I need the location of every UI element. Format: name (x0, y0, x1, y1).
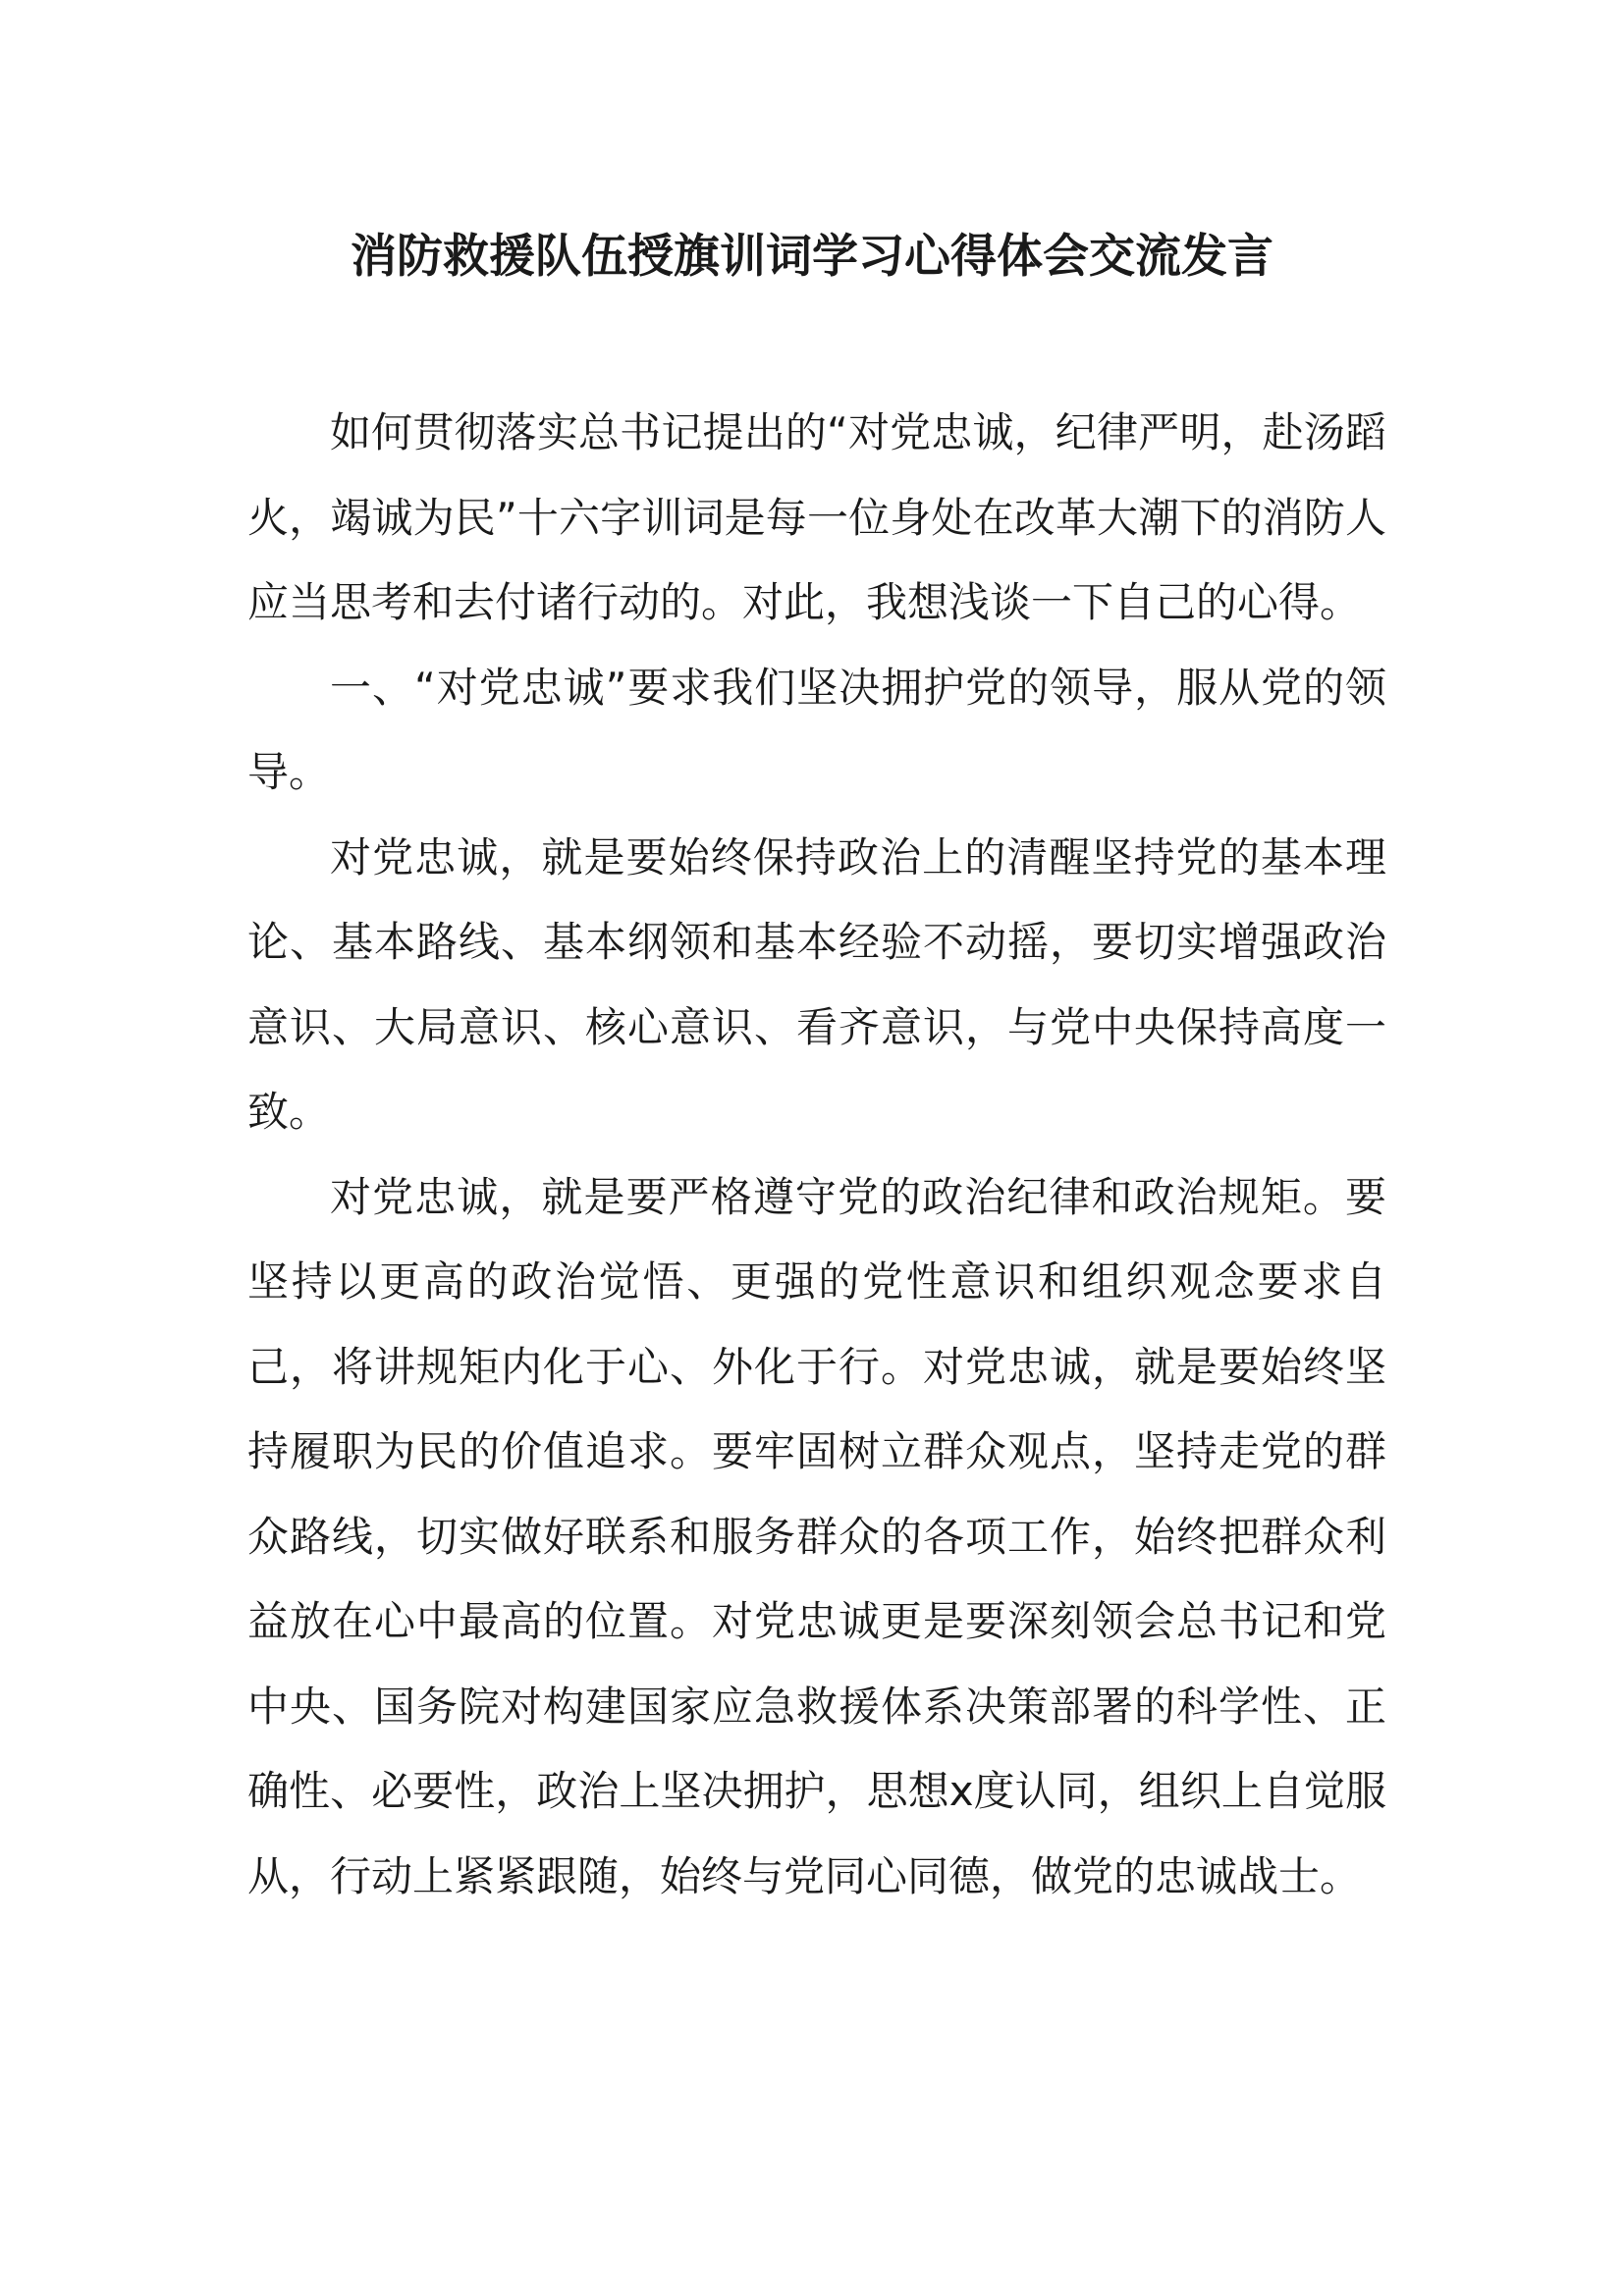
paragraph-intro: 如何贯彻落实总书记提出的“对党忠诚，纪律严明，赴汤蹈火，竭诚为民”十六字训词是每一位身处在改革大潮下的消防人应当思考和去付诸行动的。对此，我想浅谈一下自己的心得。 (247, 408, 1386, 626)
paragraph-discipline: 对党忠诚，就是要严格遵守党的政治纪律和政治规矩。要坚持以更高的政治觉悟、更强的党性意识和组织观念要求自己，将讲规矩内化于心、外化于行。对党忠诚，就是要始终坚持履职为民的价值追求。要牢固树立群众观点，坚持走党的群众路线，切实做好联系和服务群众的各项工作，始终把群众利益放在心中最高的位置。对党忠诚更是要深刻领会总书记和党中央、国务院对构建国家应急救援体系决策部署的科学性、正确性、必要性，政治上坚决拥护，思想x度认同，组织上自觉服从，行动上紧紧跟随，始终与党同心同德，做党的忠诚战士。 (247, 1172, 1386, 1900)
document-body (247, 391, 1386, 1919)
paragraph-political-clarity: 对党忠诚，就是要始终保持政治上的清醒坚持党的基本理论、基本路线、基本纲领和基本经验不动摇，要切实增强政治意识、大局意识、核心意识、看齐意识，与党中央保持高度一致。 (247, 832, 1386, 1136)
paragraph-section-heading: 一、“对党忠诚”要求我们坚决拥护党的领导，服从党的领导。 (247, 663, 1386, 796)
document-title: 消防救援队伍授旗训词学习心得体会交流发言 (351, 230, 1273, 284)
